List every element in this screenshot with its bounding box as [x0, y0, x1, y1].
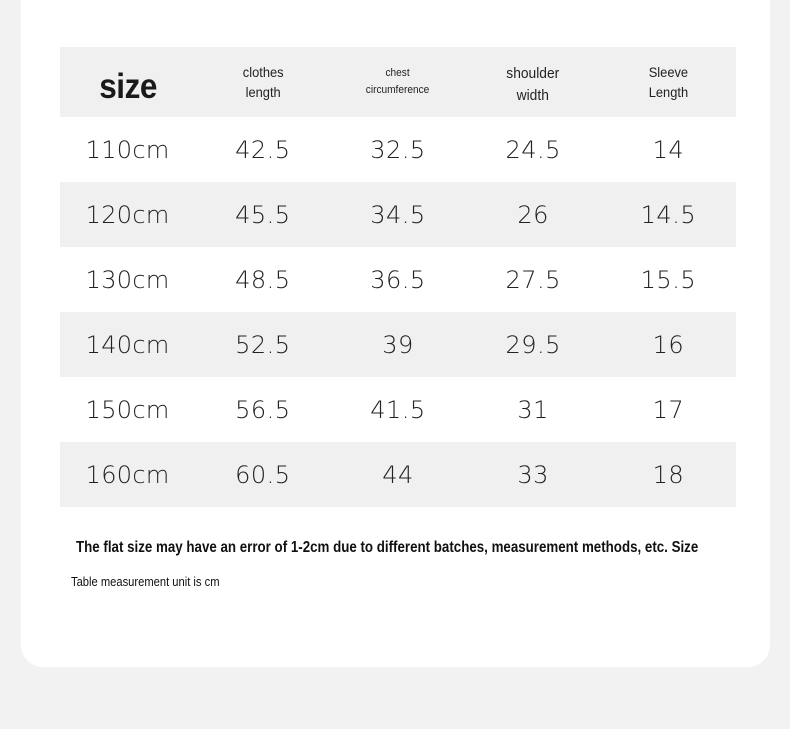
- measurement-unit-note: Table measurement unit is cm: [71, 574, 220, 589]
- measurement-error-note: The flat size may have an error of 1-2cm due to different batches, measurement methods, etc. Size: [76, 539, 699, 556]
- cell-chest-circumference: 34.5: [370, 200, 426, 229]
- header-sleeve-length: [601, 47, 736, 117]
- header-size-label: size: [98, 67, 157, 106]
- table-row: [60, 377, 736, 442]
- cell-shoulder-width: 24.5: [505, 135, 561, 164]
- table-row: [60, 117, 736, 182]
- cell-shoulder-width: 29.5: [505, 330, 561, 359]
- cell-size: 140cm: [85, 330, 170, 359]
- cell-chest-circumference: 44: [382, 460, 414, 489]
- table-row: [60, 247, 736, 312]
- cell-sleeve-length: 15.5: [640, 265, 697, 294]
- cell-size: 160cm: [85, 460, 170, 489]
- cell-sleeve-length: 14.5: [640, 200, 697, 229]
- header-size: [60, 47, 195, 117]
- header-chest-circumference: [330, 47, 465, 117]
- cell-sleeve-length: 18: [652, 460, 685, 489]
- table-header-row: [60, 47, 736, 117]
- cell-sleeve-length: 14: [652, 135, 685, 164]
- cell-shoulder-width: 33: [517, 460, 549, 489]
- cell-clothes-length: 52.5: [235, 330, 291, 359]
- cell-chest-circumference: 36.5: [370, 265, 426, 294]
- header-sleeve-length-label: Sleeve Length: [648, 64, 689, 100]
- cell-sleeve-length: 16: [652, 330, 685, 359]
- table-row: [60, 182, 736, 247]
- header-chest-circumference-label: chest circumference: [366, 67, 430, 96]
- cell-shoulder-width: 27.5: [505, 265, 561, 294]
- cell-shoulder-width: 26: [517, 200, 549, 229]
- cell-clothes-length: 42.5: [235, 135, 291, 164]
- header-shoulder-width: [466, 47, 601, 117]
- cell-size: 130cm: [85, 265, 170, 294]
- header-clothes-length-label: clothes length: [242, 64, 284, 100]
- cell-clothes-length: 45.5: [235, 200, 291, 229]
- cell-size: 110cm: [85, 135, 170, 164]
- cell-chest-circumference: 41.5: [370, 395, 426, 424]
- cell-chest-circumference: 32.5: [370, 135, 426, 164]
- cell-sleeve-length: 17: [652, 395, 685, 424]
- header-shoulder-width-label: shoulder width: [506, 65, 560, 104]
- cell-clothes-length: 56.5: [235, 395, 291, 424]
- table-row: [60, 312, 736, 377]
- cell-size: 150cm: [85, 395, 170, 424]
- cell-clothes-length: 60.5: [235, 460, 291, 489]
- cell-shoulder-width: 31: [517, 395, 549, 424]
- table-row: [60, 442, 736, 507]
- size-chart-table: [60, 47, 736, 507]
- header-clothes-length: [195, 47, 330, 117]
- cell-size: 120cm: [85, 200, 170, 229]
- cell-chest-circumference: 39: [382, 330, 414, 359]
- cell-clothes-length: 48.5: [235, 265, 291, 294]
